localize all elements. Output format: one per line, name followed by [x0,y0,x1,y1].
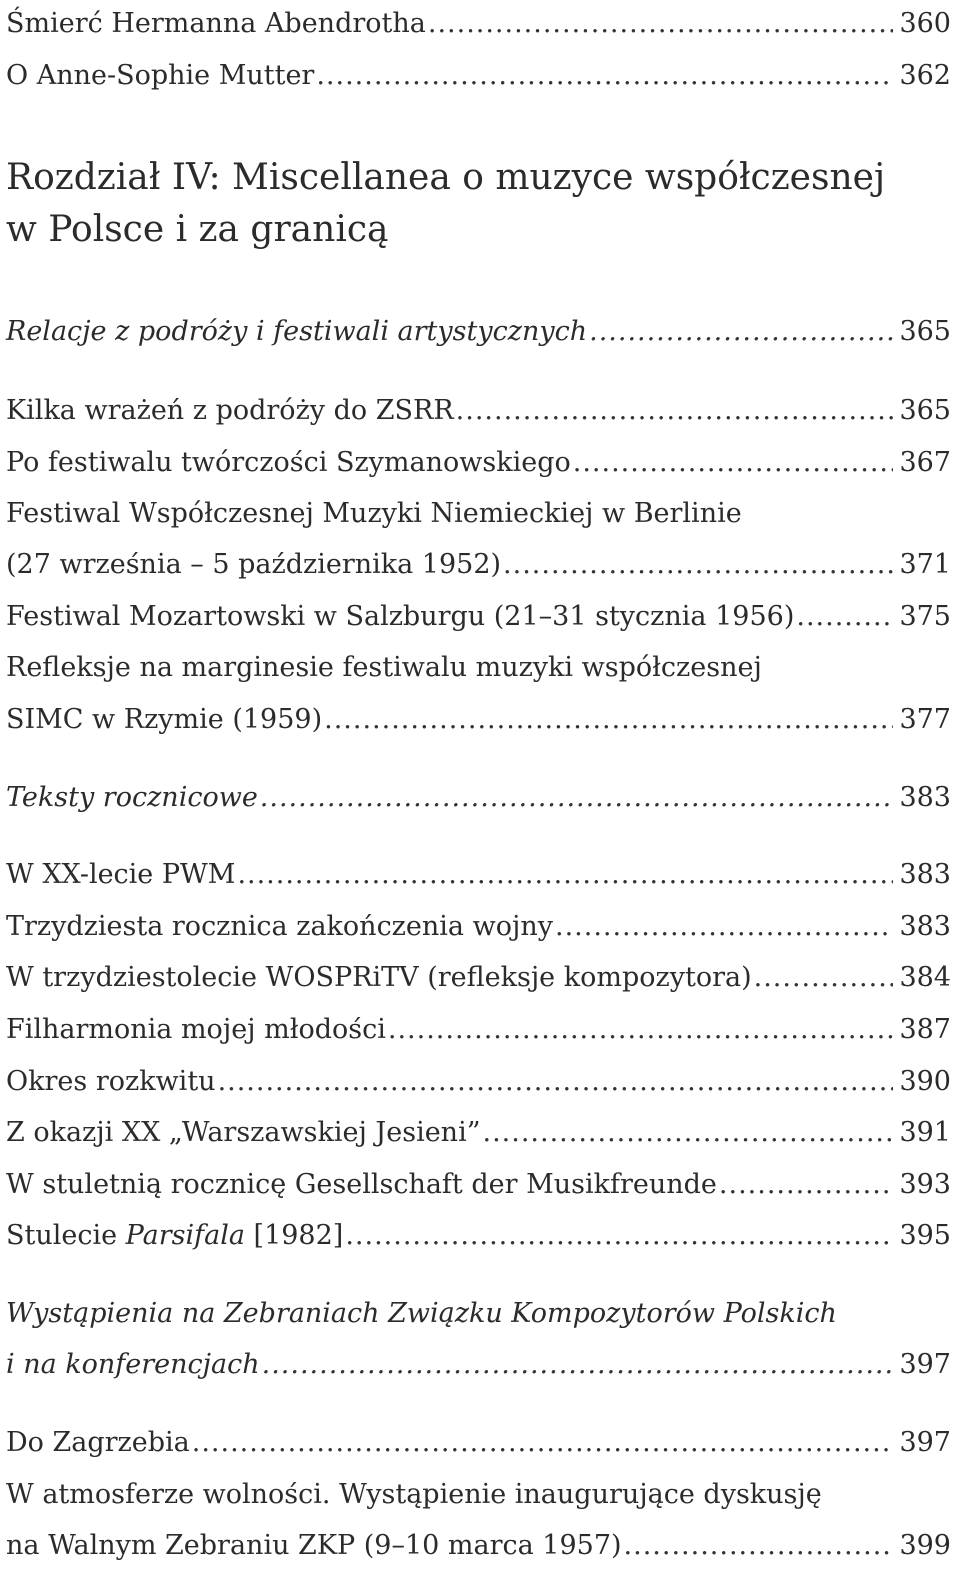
entry-title: Festiwal Mozartowski w Salzburgu (21–31 stycznia 1956) [6,601,795,632]
toc-entry [6,547,951,583]
toc-entry [6,58,951,94]
entry-title: Kilka wrażeń z podróży do ZSRR [6,395,454,426]
dot-leader [573,445,894,481]
entry-title: Filharmonia mojej młodości [6,1014,386,1045]
entry-page: 360 [899,8,951,39]
toc-entry [6,1167,951,1203]
dot-leader [456,393,894,429]
chapter-heading-line1: Rozdział IV: Miscellanea o muzyce współczesnej [6,157,886,198]
entry-title: Śmierć Hermanna Abendrotha [6,8,426,39]
dot-leader [192,1425,894,1461]
section-page: 365 [899,316,951,347]
dot-leader [324,702,893,738]
entry-page: 383 [899,911,951,942]
entry-title-line2: SIMC w Rzymie (1959) [6,704,323,735]
section-title-line1: Wystąpienia na Zebraniach Związku Kompozytorów Polskich [6,1298,837,1329]
toc-entry [6,6,951,42]
entry-page: 387 [899,1014,951,1045]
dot-leader [555,909,893,945]
entry-page: 367 [899,447,951,478]
section-title: Relacje z podróży i festiwali artystycznych [6,316,588,347]
entry-page: 362 [899,60,951,91]
entry-page: 393 [899,1169,951,1200]
section-page: 383 [899,782,951,813]
toc-entry [6,1528,951,1564]
toc-entry [6,857,951,893]
section-title-line2: i na konferencjach [6,1349,260,1380]
entry-title-line1: Refleksje na marginesie festiwalu muzyki współczesnej [6,652,762,683]
dot-leader [260,780,894,816]
toc-entry [6,702,951,738]
entry-title-line1: Festiwal Współczesnej Muzyki Niemieckiej w Berlinie [6,498,742,529]
dot-leader [388,1012,894,1048]
entry-page: 377 [899,704,951,735]
toc-entry [6,960,951,996]
entry-title: Trzydziesta rocznica zakończenia wojny [6,911,553,942]
entry-page: 397 [899,1427,951,1458]
toc-entry [6,1115,951,1151]
dot-leader [428,6,894,42]
entry-page: 375 [899,601,951,632]
dot-leader [503,547,893,583]
entry-title: W XX-lecie PWM [6,859,236,890]
entry-title: Okres rozkwitu [6,1066,216,1097]
toc-entry [6,909,951,945]
toc-entry [6,1012,951,1048]
toc-entry [6,393,951,429]
entry-page: 384 [899,962,951,993]
dot-leader [589,314,893,350]
toc-entry [6,1218,951,1254]
entry-page: 365 [899,395,951,426]
entry-title-suffix: [1982] [244,1220,344,1251]
toc-entry [6,1425,951,1461]
dot-leader [218,1064,894,1100]
dot-leader [754,960,894,996]
entry-title: W trzydziestolecie WOSPRiTV (refleksje kompozytora) [6,962,752,993]
toc-entry [6,445,951,481]
section-heading [6,780,951,816]
dot-leader [796,599,893,635]
entry-title [6,1218,343,1254]
toc-entry [6,599,951,635]
section-title: Teksty rocznicowe [6,782,258,813]
chapter-heading-line2: w Polsce i za granicą [6,209,389,250]
entry-title-italic: Parsifala [125,1220,245,1251]
entry-page: 399 [899,1530,951,1561]
entry-title: Z okazji XX „Warszawskiej Jesieni” [6,1117,481,1148]
entry-title-line2: (27 września – 5 października 1952) [6,549,502,580]
entry-page: 383 [899,859,951,890]
entry-page: 391 [899,1117,951,1148]
entry-title: Do Zagrzebia [6,1427,190,1458]
section-page: 397 [899,1349,951,1380]
entry-title-line2: na Walnym Zebraniu ZKP (9–10 marca 1957) [6,1530,622,1561]
dot-leader [483,1115,894,1151]
dot-leader [237,857,893,893]
entry-title: O Anne-Sophie Mutter [6,60,315,91]
dot-leader [316,58,893,94]
section-heading [6,314,951,350]
dot-leader [719,1167,894,1203]
entry-title: W stuletnią rocznicę Gesellschaft der Musikfreunde [6,1169,717,1200]
entry-page: 390 [899,1066,951,1097]
entry-title-prefix: Stulecie [6,1220,126,1251]
dot-leader [345,1218,893,1254]
toc-entry [6,1064,951,1100]
dot-leader [262,1347,894,1383]
section-heading [6,1347,951,1383]
dot-leader [624,1528,894,1564]
entry-title: Po festiwalu twórczości Szymanowskiego [6,447,571,478]
entry-title-line1: W atmosferze wolności. Wystąpienie inaugurujące dyskusję [6,1479,822,1510]
entry-page: 395 [899,1220,951,1251]
entry-page: 371 [899,549,951,580]
